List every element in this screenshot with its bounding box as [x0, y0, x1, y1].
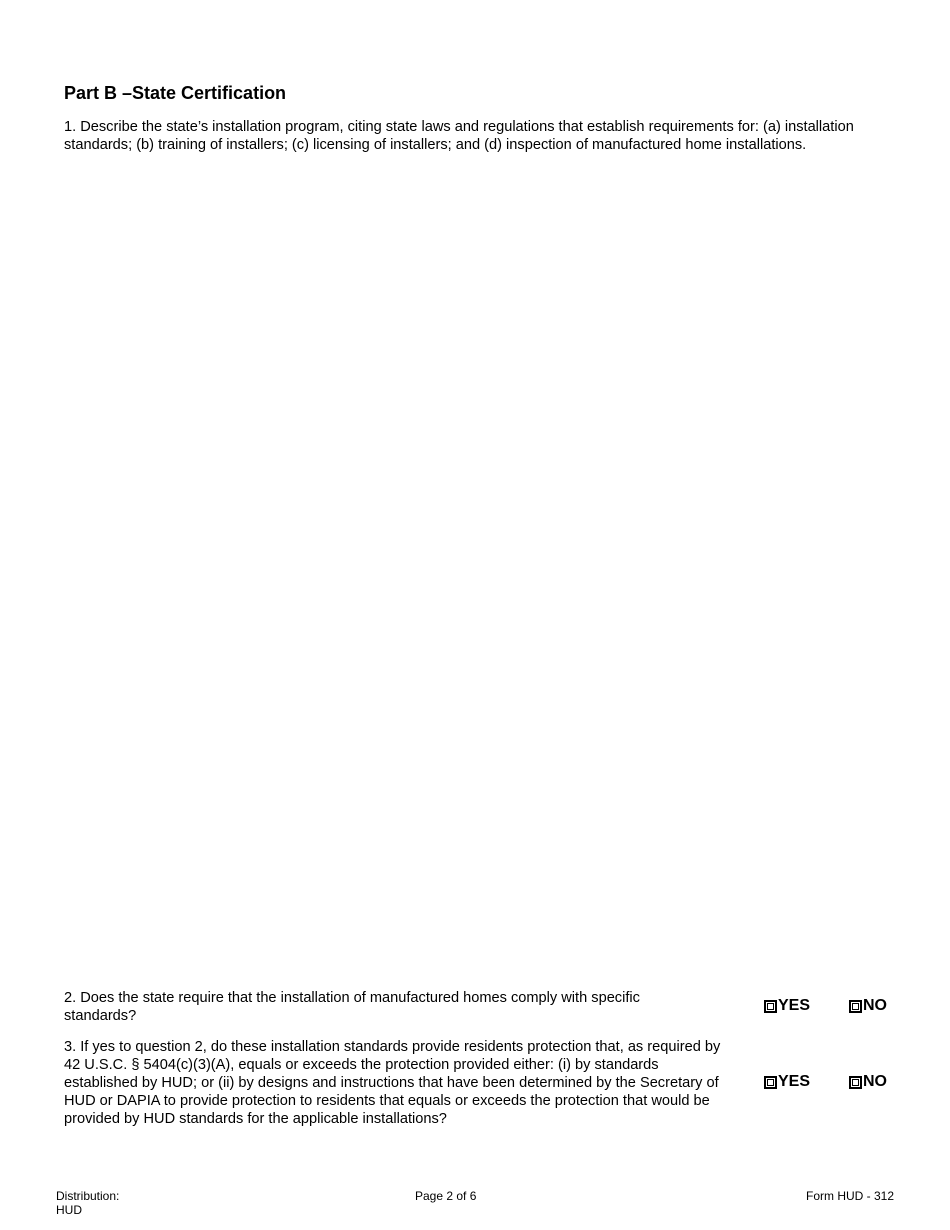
question-2-text: 2. Does the state require that the installation of manufactured homes comply with specific standards? [64, 990, 640, 1024]
footer-page-number: Page 2 of 6 [415, 1189, 477, 1203]
section-title: Part B –State Certification [64, 83, 287, 103]
footer-distribution [56, 1189, 119, 1217]
checkbox-icon[interactable] [764, 1076, 777, 1089]
checkbox-icon[interactable] [849, 1076, 862, 1089]
no-label: NO [863, 997, 887, 1014]
question-3-text: 3. If yes to question 2, do these installation standards provide residents protection that, as required by 42 U.S.C. § 5404(c)(3)(A), equals or exceeds the protection provided either: (i) by standards established by HUD; or (ii) by designs and instructions that have been determined by the Secretary of HUD or DAPIA to provide protection to residents that equals or exceeds the protection that would be provided by HUD standards for the applicable installations? [64, 1039, 721, 1127]
question-3-no-option[interactable] [849, 1073, 887, 1091]
distribution-value: HUD [56, 1203, 82, 1217]
yes-label: YES [778, 1073, 811, 1090]
question-2-no-option[interactable] [849, 997, 887, 1015]
distribution-label: Distribution: [56, 1189, 120, 1203]
question-1-text: 1. Describe the state’s installation program, citing state laws and regulations that establish requirements for: (a) installation standards; (b) training of installers; (c) licensing of installers; and (d) inspection of manufactured home installations. [64, 119, 854, 153]
question-2-yes-option[interactable] [764, 997, 810, 1015]
no-label: NO [863, 1073, 887, 1090]
footer-form-number: Form HUD - 312 [805, 1189, 894, 1203]
checkbox-icon[interactable] [764, 1000, 777, 1013]
question-3-yes-option[interactable] [764, 1073, 810, 1091]
yes-label: YES [778, 997, 811, 1014]
checkbox-icon[interactable] [849, 1000, 862, 1013]
